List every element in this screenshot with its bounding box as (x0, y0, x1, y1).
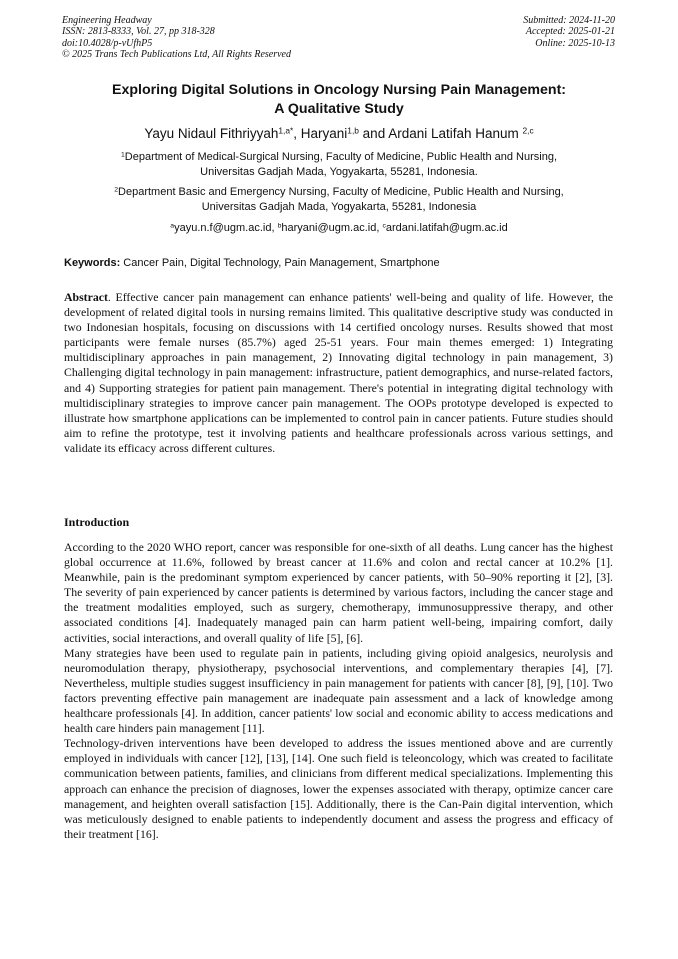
author-separator: , (293, 126, 301, 141)
author-name: Yayu Nidaul Fithriyyah (144, 126, 279, 141)
email-address[interactable]: yayu.n.f@ugm.ac.id (174, 222, 272, 234)
affiliation-line: $^1$Department of Medical-Surgical Nursing, Faculty of Medicine, Public Health and Nursing, (120, 151, 558, 163)
journal-issn: ISSN: 2813-8333, Vol. 27, pp 318-328 (62, 26, 215, 38)
email-marker: b (277, 222, 282, 230)
author-affiliation-marker: 1,a* (278, 125, 294, 136)
online-date: Online: 2025-10-13 (535, 37, 615, 49)
affiliation-line: Universitas Gadjah Mada, Yogyakarta, 55281, Indonesia (201, 201, 477, 214)
abstract (64, 290, 613, 456)
paper-title (40, 81, 638, 119)
author-separator: and (358, 126, 389, 141)
paper-title-line-1: Exploring Digital Solutions in Oncology Nursing Pain Management: (111, 82, 567, 98)
section-heading-introduction: Introduction (64, 515, 130, 529)
author-affiliation-marker: 2,c (522, 125, 534, 136)
abstract-label: Abstract (64, 290, 108, 304)
email-separator: , (376, 222, 383, 234)
introduction-paragraph: According to the 2020 WHO report, cancer was responsible for one-sixth of all deaths. Lung cancer has the highest global occurrence at 11.6%, followed by breast cancer at 11.6% and colon and rectal cancer at 10.2% [1]. Meanwhile, pain is the predominant symptom experienced by cancer patients, with 50–90% reporting it [2], [3]. The severity of pain experienced by cancer patients is determined by various factors, including the cancer stage and the treatment modalities employed, such as surgery, chemotherapy, immunosuppressive therapy, and other associated conditions [4]. Inadequately managed pain can harm patient well-being, impairing comfort, daily activities, social interactions, and overall quality of life [5], [6]. (64, 540, 613, 645)
keywords-label: Keywords: (64, 257, 121, 269)
keywords-text: Cancer Pain, Digital Technology, Pain Management, Smartphone (120, 257, 440, 269)
journal-doi: doi:10.4028/p-vUfhP5 (62, 37, 153, 49)
abstract-text: . Effective cancer pain management can enhance patients' well-being and quality of life. However, the development of related digital tools in nursing remains limited. This qualitative descriptive study was conducted in two Indonesian hospitals, focusing on discussions with 14 certified oncology nurses. Results showed that most participants were female nurses (85.7%) aged 25-51 years. Four main themes emerged: 1) Integrating multidisciplinary approaches in pain management, 2) Innovating digital technology in pain management, 3) Challenging digital technology in pain management: infrastructure, patient demographics, and nurse-related factors, and 4) Supporting strategies for patient pain management. There's potential in integrating digital technology with multidisciplinary strategies to improve cancer pain management. The OOPs prototype developed is expected to illustrate how smartphone applications can be implemented to control pain in cancer patients. Future studies should aim to refine the prototype, test it involving patients and healthcare professionals across various settings, and validate its efficacy across different cultures. (64, 290, 613, 455)
email-separator: , (271, 222, 278, 234)
journal-copyright: © 2025 Trans Tech Publications Ltd, All Rights Reserved (62, 48, 291, 60)
submitted-date: Submitted: 2024-11-20 (523, 15, 615, 26)
introduction-body (64, 540, 613, 842)
author-name: Ardani Latifah Hanum (388, 126, 523, 141)
author-name: Haryani (300, 126, 348, 141)
journal-header-left (62, 15, 291, 60)
author-affiliation-marker: 1,b (347, 125, 359, 136)
affiliation-marker: 2 (114, 186, 119, 194)
affiliation-1 (50, 150, 628, 181)
journal-name: Engineering Headway (62, 15, 152, 26)
journal-header-right (523, 15, 615, 49)
email-address[interactable]: ardani.latifah@ugm.ac.id (385, 222, 508, 234)
introduction-paragraph: Many strategies have been used to regulate pain in patients, including giving opioid analgesics, neurolysis and neuromodulation therapy, physiotherapy, psychosocial interventions, and complementary therapies [4], [7]. Nevertheless, multiple studies suggest insufficiency in pain management for patients with cancer [8], [9], [10]. Two factors preventing effective pain management are inadequate pain assessment and a lack of knowledge among healthcare professionals [4]. In addition, cancer patients' low social and economic ability to access medications and health care hinders pain management [11]. (64, 645, 613, 736)
affiliation-2 (50, 185, 628, 216)
affiliation-line: $^2$Department Basic and Emergency Nursing, Faculty of Medicine, Public Health and Nursing, (114, 186, 564, 198)
author-list (30, 125, 648, 142)
paper-title-line-2: A Qualitative Study (274, 101, 404, 117)
affiliation-line: Universitas Gadjah Mada, Yogyakarta, 55281, Indonesia. (200, 166, 478, 179)
introduction-paragraph: Technology-driven interventions have been developed to address the issues mentioned above and are currently employed in individuals with cancer [12], [13], [14]. One such field is teleoncology, which was created to facilitate communication between patients, families, and clinicians from different medical specializations. Implementing this approach can enhance the precision of diagnoses, lower the expenses associated with therapy, optimize cancer care management, and heighten overall satisfaction [15]. Additionally, there is the Can-Pain digital intervention, which was meticulously designed to enable patients to independently document and assess the progress and efficacy of their treatment [16]. (64, 736, 613, 841)
email-address[interactable]: haryani@ugm.ac.id (281, 222, 377, 234)
email-marker: c (382, 222, 386, 230)
email-marker: a (170, 222, 175, 230)
author-emails (50, 221, 628, 236)
affiliation-marker: 1 (120, 151, 125, 159)
keywords (64, 256, 624, 271)
accepted-date: Accepted: 2025-01-21 (525, 26, 615, 38)
